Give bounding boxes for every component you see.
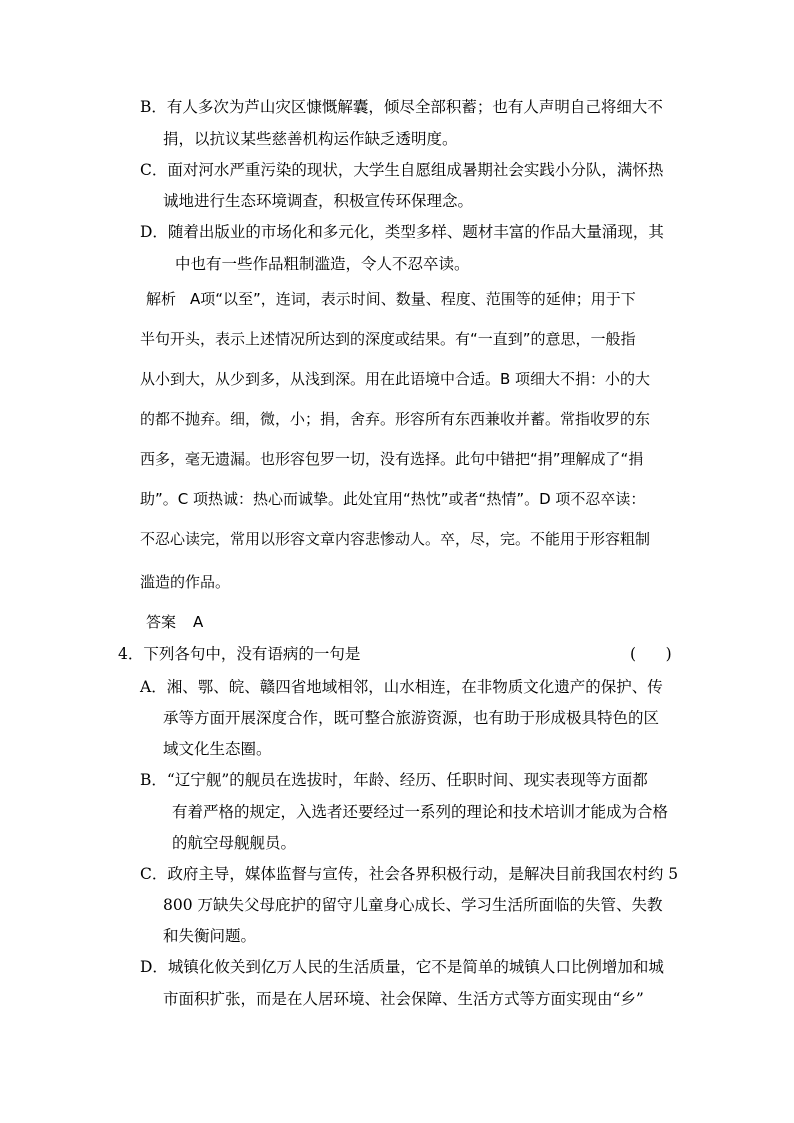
- q4-option-a-line2: 承等方面开展深度合作，既可整合旅游资源，也有助于形成极具特色的区: [163, 709, 660, 727]
- analysis-line-5: 西多，毫无遗漏。也形容包罗一切，没有选择。此句中错把“捐”理解成了“捐: [140, 450, 644, 468]
- q4-option-c-line2: 800 万缺失父母庇护的留守儿童身心成长、学习生活所面临的失管、失教: [163, 896, 663, 914]
- q3-option-d-line2: 中也有一些作品粗制滥造，令人不忍卒读。: [175, 255, 470, 273]
- q4-option-d-line1: D．城镇化攸关到亿万人民的生活质量，它不是简单的城镇人口比例增加和城: [140, 958, 664, 976]
- q4-option-b-line2: 有着严格的规定，入选者还要经过一系列的理论和技术培训才能成为合格: [172, 803, 669, 821]
- analysis-line-3: 从小到大，从少到多，从浅到深。用在此语境中合适。B 项细大不捐：小的大: [140, 370, 651, 388]
- analysis-line-4: 的都不抛弃。细，微，小；捐，舍弃。形容所有东西兼收并蓄。常指收罗的东: [140, 410, 651, 428]
- q4-option-d-line2: 市面积扩张，而是在人居环境、社会保障、生活方式等方面实现由“乡”: [163, 990, 644, 1008]
- answer-label: 答案: [146, 613, 177, 631]
- analysis-line-2: 半句开头，表示上述情况所达到的深度或结果。有“一直到”的意思，一般指: [140, 330, 636, 348]
- answer-value: A: [193, 613, 204, 631]
- q3-option-b-line1: B．有人多次为芦山灾区慷慨解囊，倾尽全部积蓄；也有人声明自己将细大不: [140, 98, 663, 116]
- analysis-line-1: A项“以至”，连词，表示时间、数量、程度、范围等的延伸；用于下: [190, 290, 636, 308]
- q4-stem: 4．下列各句中，没有语病的一句是: [118, 645, 361, 663]
- q4-option-a-line1: A．湘、鄂、皖、赣四省地域相邻，山水相连，在非物质文化遗产的保护、传: [140, 678, 663, 696]
- q4-answer-blank: ( ): [630, 645, 672, 663]
- q4-option-b-line1: B．“辽宁舰”的舰员在选拔时，年龄、经历、任职时间、现实表现等方面都: [140, 771, 648, 789]
- analysis-line-7: 不忍心读完，常用以形容文章内容悲惨动人。卒，尽，完。不能用于形容粗制: [140, 530, 651, 548]
- q4-option-a-line3: 域文化生态圈。: [163, 740, 272, 758]
- q3-option-d-line1: D．随着出版业的市场化和多元化，类型多样、题材丰富的作品大量涌现，其: [140, 223, 664, 241]
- q4-option-c-line3: 和失衡问题。: [163, 927, 257, 945]
- analysis-line-6: 助”。C 项热诚：热心而诚挚。此处宜用“热忱”或者“热情”。D 项不忍卒读：: [140, 490, 646, 508]
- q3-option-b-line2: 捐，以抗议某些慈善机构运作缺乏透明度。: [163, 130, 458, 148]
- analysis-line-8: 滥造的作品。: [140, 573, 231, 591]
- q3-option-c-line1: C．面对河水严重污染的现状，大学生自愿组成暑期社会实践小分队，满怀热: [140, 161, 664, 179]
- q3-option-c-line2: 诚地进行生态环境调查，积极宣传环保理念。: [163, 192, 474, 210]
- analysis-label: 解析: [146, 290, 177, 308]
- q4-option-b-line3: 的航空母舰舰员。: [172, 834, 297, 852]
- q4-option-c-line1: C．政府主导，媒体监督与宣传，社会各界积极行动，是解决目前我国农村约 5: [140, 865, 679, 883]
